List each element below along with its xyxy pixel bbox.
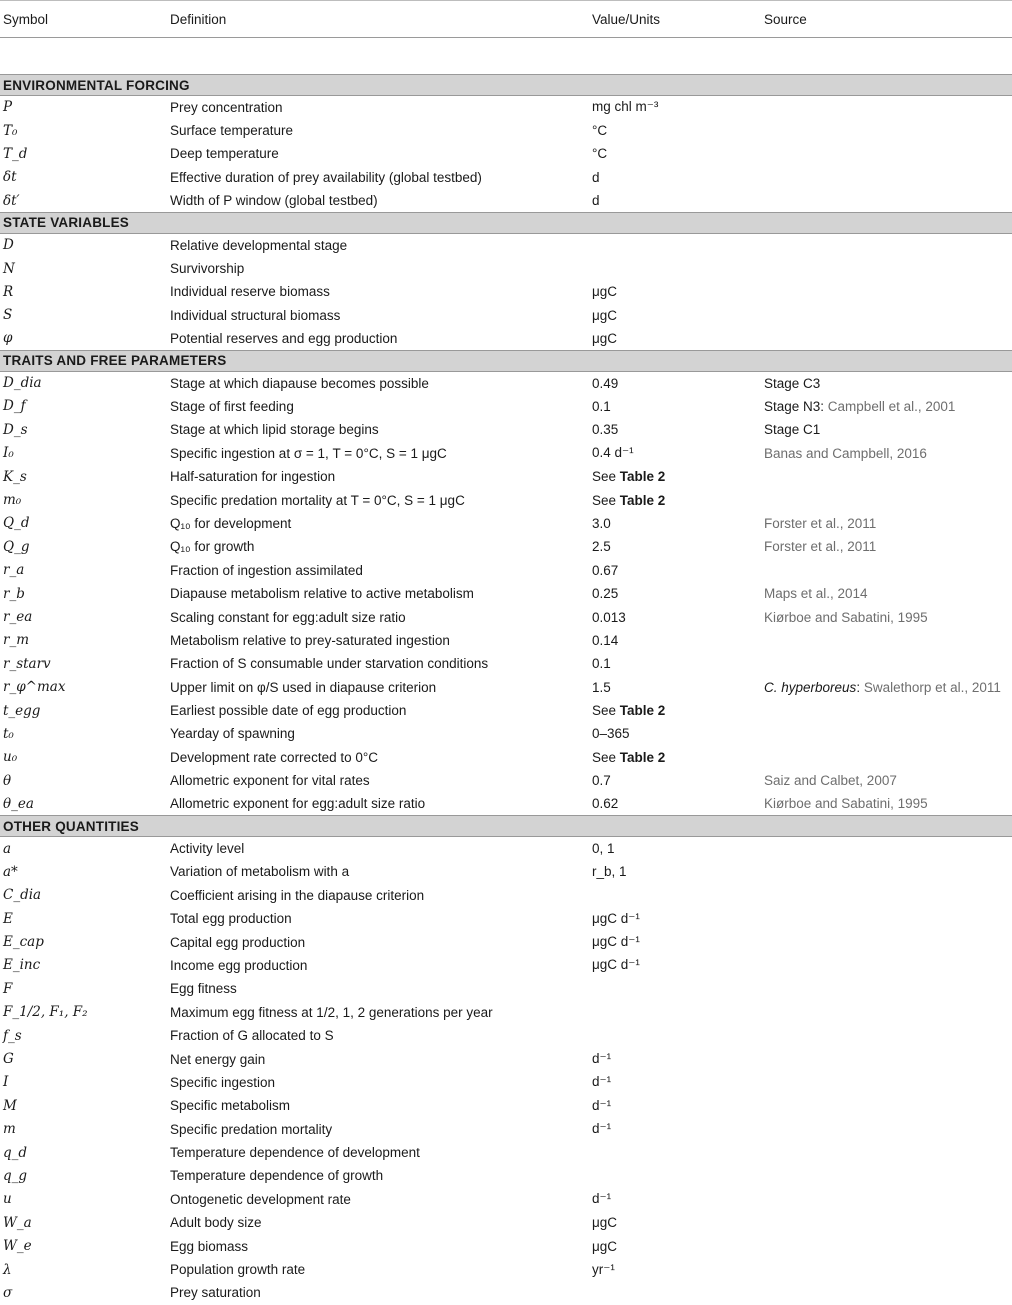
cell-definition: Q₁₀ for development [170, 515, 292, 531]
cell-definition: Coefficient arising in the diapause criterion [170, 887, 425, 903]
cell-source: Kiørboe and Sabatini, 1995 [764, 609, 928, 625]
cell-definition: Maximum egg fitness at 1/2, 1, 2 generations per year [170, 1004, 493, 1020]
cell-symbol: F_1/2, F₁, F₂ [3, 1004, 88, 1021]
section-title: TRAITS AND FREE PARAMETERS [0, 350, 1012, 371]
cell-definition: Specific metabolism [170, 1098, 291, 1114]
table-row [0, 1001, 1012, 1024]
cell-definition: Effective duration of prey availability (global testbed) [170, 169, 482, 185]
table-row [0, 442, 1012, 465]
table-row [0, 722, 1012, 745]
cell-source [761, 907, 1012, 930]
table-body [0, 75, 1012, 1305]
cell-value: 0.7 [592, 773, 611, 789]
table-row [0, 860, 1012, 883]
cell-value [589, 884, 761, 907]
cell-source: Stage N3: Campbell et al., 2001 [764, 398, 956, 414]
cell-value: d⁻¹ [592, 1074, 612, 1090]
cell-value: μgC d⁻¹ [592, 934, 640, 950]
section-title: OTHER QUANTITIES [0, 816, 1012, 837]
table-row [0, 371, 1012, 394]
cell-value: 0.25 [592, 586, 619, 602]
cell-source [761, 465, 1012, 488]
cell-value: 1.5 [592, 679, 611, 695]
cell-symbol: r_ea [3, 609, 33, 625]
cell-source [761, 1258, 1012, 1281]
table-row [0, 675, 1012, 698]
cell-source [761, 1094, 1012, 1117]
cell-definition: Allometric exponent for vital rates [170, 773, 370, 789]
cell-definition: Individual reserve biomass [170, 284, 330, 300]
cell-value: 0.14 [592, 632, 619, 648]
cell-value: 0.013 [592, 609, 626, 625]
cell-symbol: q_d [3, 1144, 28, 1161]
cell-source [761, 1024, 1012, 1047]
cell-symbol: W_e [3, 1238, 32, 1255]
cell-value: 0–365 [592, 726, 630, 742]
cell-source: C. hyperboreus: Swalethorp et al., 2011 [764, 679, 1001, 695]
table-row [0, 605, 1012, 628]
table-row [0, 257, 1012, 280]
table-row [0, 189, 1012, 212]
cell-source: Forster et al., 2011 [764, 515, 877, 531]
cell-symbol: D_s [3, 421, 28, 438]
cell-symbol: m₀ [3, 492, 22, 509]
section-title: ENVIRONMENTAL FORCING [0, 75, 1012, 96]
header-value: Value/Units [589, 1, 761, 38]
table-row [0, 954, 1012, 977]
cell-value: 3.0 [592, 515, 611, 531]
cell-source [761, 1211, 1012, 1234]
cell-value: See Table 2 [592, 469, 666, 485]
cell-source [761, 233, 1012, 256]
section-header-row [0, 816, 1012, 837]
table-row [0, 1188, 1012, 1211]
cell-source [761, 559, 1012, 582]
table-row [0, 977, 1012, 1000]
cell-source [761, 142, 1012, 165]
cell-value: 0.4 d⁻¹ [592, 445, 634, 461]
cell-symbol: δt [3, 169, 17, 186]
table-row [0, 930, 1012, 953]
cell-definition: Allometric exponent for egg:adult size ratio [170, 796, 426, 812]
table-row [0, 280, 1012, 303]
cell-symbol: I₀ [3, 445, 14, 462]
cell-symbol: W_a [3, 1214, 32, 1231]
cell-source [761, 280, 1012, 303]
table-row [0, 304, 1012, 327]
cell-definition: Earliest possible date of egg production [170, 703, 407, 719]
cell-definition: Stage at which lipid storage begins [170, 422, 379, 438]
cell-symbol: a* [3, 863, 18, 880]
cell-source: Stage C1 [764, 422, 821, 438]
cell-symbol: P [3, 99, 13, 116]
cell-definition: Net energy gain [170, 1051, 266, 1067]
section-header-row [0, 350, 1012, 371]
cell-definition: Specific ingestion at σ = 1, T = 0°C, S = 1 μgC [170, 445, 447, 461]
cell-value [589, 1024, 761, 1047]
table-row [0, 837, 1012, 860]
cell-value [589, 1141, 761, 1164]
table-row [0, 1141, 1012, 1164]
section-header-row [0, 212, 1012, 233]
cell-value [589, 233, 761, 256]
cell-symbol: λ [3, 1261, 12, 1278]
cell-source [761, 884, 1012, 907]
cell-source [761, 1234, 1012, 1257]
cell-symbol: r_b [3, 585, 25, 602]
cell-symbol: D_dia [3, 375, 42, 392]
cell-definition: Variation of metabolism with a [170, 864, 350, 880]
header-symbol: Symbol [0, 1, 167, 38]
cell-value: yr⁻¹ [592, 1261, 615, 1277]
cell-value: 0.62 [592, 796, 619, 812]
cell-source [761, 1001, 1012, 1024]
cell-symbol: σ [3, 1284, 13, 1301]
table-row [0, 142, 1012, 165]
cell-value: 0.49 [592, 375, 619, 391]
header-row [0, 1, 1012, 38]
cell-definition: Temperature dependence of development [170, 1145, 420, 1161]
cell-symbol: r_a [3, 562, 25, 579]
cell-source: Banas and Campbell, 2016 [764, 445, 927, 461]
cell-definition: Egg biomass [170, 1238, 249, 1254]
table-row [0, 327, 1012, 350]
cell-source [761, 930, 1012, 953]
cell-source: Saiz and Calbet, 2007 [764, 773, 897, 789]
cell-source [761, 488, 1012, 511]
cell-definition: Half-saturation for ingestion [170, 469, 336, 485]
table-row [0, 1094, 1012, 1117]
cell-definition: Specific predation mortality at T = 0°C, S = 1 μgC [170, 492, 465, 508]
cell-symbol: θ_ea [3, 795, 34, 812]
table-row [0, 1164, 1012, 1187]
cell-definition: Q₁₀ for growth [170, 539, 255, 555]
cell-value: d⁻¹ [592, 1191, 612, 1207]
cell-definition: Stage of first feeding [170, 398, 294, 414]
cell-source [761, 1164, 1012, 1187]
cell-source [761, 1047, 1012, 1070]
cell-symbol: N [3, 260, 15, 277]
cell-value [589, 1001, 761, 1024]
table-row [0, 166, 1012, 189]
cell-symbol: r_m [3, 632, 30, 649]
header-source: Source [761, 1, 1012, 38]
cell-symbol: r_φ^max [3, 679, 66, 696]
cell-value: d [592, 193, 600, 208]
cell-source [761, 652, 1012, 675]
cell-definition: Adult body size [170, 1215, 262, 1231]
header-definition: Definition [167, 1, 589, 38]
cell-source [761, 1188, 1012, 1211]
cell-value: d [592, 169, 600, 185]
cell-symbol: Q_g [3, 538, 30, 555]
cell-definition: Potential reserves and egg production [170, 330, 398, 346]
cell-source [761, 860, 1012, 883]
cell-value: °C [592, 123, 608, 139]
table-row [0, 907, 1012, 930]
table-row [0, 233, 1012, 256]
cell-definition: Individual structural biomass [170, 307, 341, 323]
cell-symbol: D [3, 237, 14, 254]
table-row [0, 1234, 1012, 1257]
cell-definition: Development rate corrected to 0°C [170, 749, 378, 765]
cell-value: °C [592, 146, 608, 162]
table-row [0, 699, 1012, 722]
table-row [0, 582, 1012, 605]
table-row [0, 488, 1012, 511]
cell-definition: Fraction of G allocated to S [170, 1028, 334, 1044]
cell-symbol: G [3, 1051, 14, 1068]
cell-value: See Table 2 [592, 492, 666, 508]
cell-symbol: I [3, 1074, 9, 1091]
cell-source: Forster et al., 2011 [764, 539, 877, 555]
cell-symbol: t₀ [3, 725, 14, 742]
cell-source [761, 629, 1012, 652]
cell-value: See Table 2 [592, 749, 666, 765]
cell-value [589, 257, 761, 280]
cell-source [761, 1071, 1012, 1094]
cell-definition: Metabolism relative to prey-saturated ingestion [170, 632, 450, 648]
table-row [0, 559, 1012, 582]
cell-symbol: F [3, 980, 13, 997]
cell-value: 0, 1 [592, 841, 615, 857]
table-row [0, 1211, 1012, 1234]
cell-source [761, 304, 1012, 327]
table-row [0, 1258, 1012, 1281]
cell-value [589, 1164, 761, 1187]
cell-value: μgC [592, 307, 618, 323]
table-row [0, 884, 1012, 907]
cell-value: mg chl m⁻³ [592, 99, 659, 115]
table-row [0, 395, 1012, 418]
cell-definition: Total egg production [170, 911, 292, 927]
cell-definition: Fraction of ingestion assimilated [170, 562, 363, 578]
cell-source [761, 96, 1012, 119]
table-row [0, 1071, 1012, 1094]
section-header-row [0, 75, 1012, 96]
cell-value: μgC [592, 284, 618, 300]
cell-definition: Prey concentration [170, 99, 283, 115]
table-row [0, 792, 1012, 815]
cell-definition: Stage at which diapause becomes possible [170, 375, 429, 391]
table-row [0, 512, 1012, 535]
cell-definition: Width of P window (global testbed) [170, 193, 378, 208]
cell-definition: Activity level [170, 841, 245, 857]
cell-definition: Specific predation mortality [170, 1121, 333, 1137]
cell-value [589, 977, 761, 1000]
table-row [0, 535, 1012, 558]
cell-source: Maps et al., 2014 [764, 586, 868, 602]
table-row [0, 119, 1012, 142]
cell-definition: Temperature dependence of growth [170, 1168, 384, 1184]
cell-symbol: t_egg [3, 702, 41, 719]
cell-symbol: m [3, 1121, 16, 1138]
cell-source [761, 977, 1012, 1000]
table-row [0, 1118, 1012, 1141]
cell-definition: Prey saturation [170, 1285, 261, 1301]
cell-source [761, 954, 1012, 977]
cell-value: μgC d⁻¹ [592, 957, 640, 973]
cell-value: 0.1 [592, 656, 611, 672]
cell-definition: Egg fitness [170, 981, 237, 997]
table-row [0, 652, 1012, 675]
cell-source [761, 119, 1012, 142]
cell-value: d⁻¹ [592, 1051, 612, 1067]
cell-symbol: C_dia [3, 887, 42, 904]
cell-source [761, 746, 1012, 769]
cell-source [761, 699, 1012, 722]
cell-symbol: φ [3, 330, 13, 347]
cell-source [761, 257, 1012, 280]
section-title: STATE VARIABLES [0, 212, 1012, 233]
cell-value: μgC d⁻¹ [592, 910, 640, 926]
table-row [0, 1047, 1012, 1070]
cell-definition: Upper limit on φ/S used in diapause criterion [170, 679, 437, 695]
cell-symbol: u₀ [3, 749, 18, 766]
cell-value: μgC [592, 330, 618, 346]
cell-symbol: E_inc [3, 957, 41, 974]
cell-symbol: E [3, 910, 13, 927]
cell-definition: Diapause metabolism relative to active metabolism [170, 586, 474, 602]
cell-symbol: Q_d [3, 515, 30, 532]
cell-value: 0.1 [592, 398, 611, 414]
cell-value: 2.5 [592, 539, 611, 555]
cell-definition: Yearday of spawning [170, 726, 295, 742]
cell-definition: Scaling constant for egg:adult size ratio [170, 609, 406, 625]
cell-source [761, 327, 1012, 350]
cell-value: d⁻¹ [592, 1097, 612, 1113]
table-row [0, 465, 1012, 488]
cell-source [761, 189, 1012, 212]
cell-symbol: E_cap [3, 934, 44, 951]
cell-value: d⁻¹ [592, 1121, 612, 1137]
cell-definition: Population growth rate [170, 1262, 306, 1278]
cell-symbol: R [3, 283, 14, 300]
cell-symbol: T₀ [3, 122, 18, 139]
cell-source [761, 166, 1012, 189]
cell-definition: Survivorship [170, 261, 245, 277]
cell-symbol: u [3, 1191, 12, 1208]
cell-symbol: f_s [3, 1027, 22, 1044]
cell-source: Stage C3 [764, 375, 821, 391]
cell-symbol: q_g [3, 1167, 28, 1184]
cell-value: See Table 2 [592, 703, 666, 719]
cell-symbol: D_f [3, 398, 26, 415]
cell-source [761, 722, 1012, 745]
table-row [0, 96, 1012, 119]
cell-definition: Deep temperature [170, 146, 279, 162]
cell-symbol: δt′ [3, 192, 20, 209]
cell-symbol: a [3, 840, 12, 857]
cell-symbol: K_s [3, 468, 27, 485]
table-row [0, 1024, 1012, 1047]
cell-definition: Income egg production [170, 957, 308, 973]
cell-definition: Relative developmental stage [170, 237, 348, 253]
cell-symbol: T_d [3, 145, 28, 162]
cell-value: μgC [592, 1238, 618, 1254]
cell-value: μgC [592, 1215, 618, 1231]
cell-symbol: θ [3, 772, 12, 789]
cell-symbol: S [3, 307, 13, 324]
cell-value: 0.67 [592, 562, 619, 578]
cell-source: Kiørboe and Sabatini, 1995 [764, 796, 928, 812]
cell-definition: Specific ingestion [170, 1074, 276, 1090]
table-row [0, 769, 1012, 792]
cell-source [761, 837, 1012, 860]
cell-value: 0.35 [592, 422, 619, 438]
cell-symbol: r_starv [3, 655, 51, 672]
cell-definition: Ontogenetic development rate [170, 1191, 351, 1207]
table-row [0, 746, 1012, 769]
cell-definition: Capital egg production [170, 934, 306, 950]
cell-definition: Surface temperature [170, 123, 294, 139]
cell-symbol: M [3, 1097, 17, 1114]
table-row [0, 629, 1012, 652]
cell-source [761, 1141, 1012, 1164]
cell-definition: Fraction of S consumable under starvation conditions [170, 656, 489, 672]
table-row [0, 418, 1012, 441]
cell-source [761, 1118, 1012, 1141]
cell-value: r_b, 1 [592, 864, 627, 880]
